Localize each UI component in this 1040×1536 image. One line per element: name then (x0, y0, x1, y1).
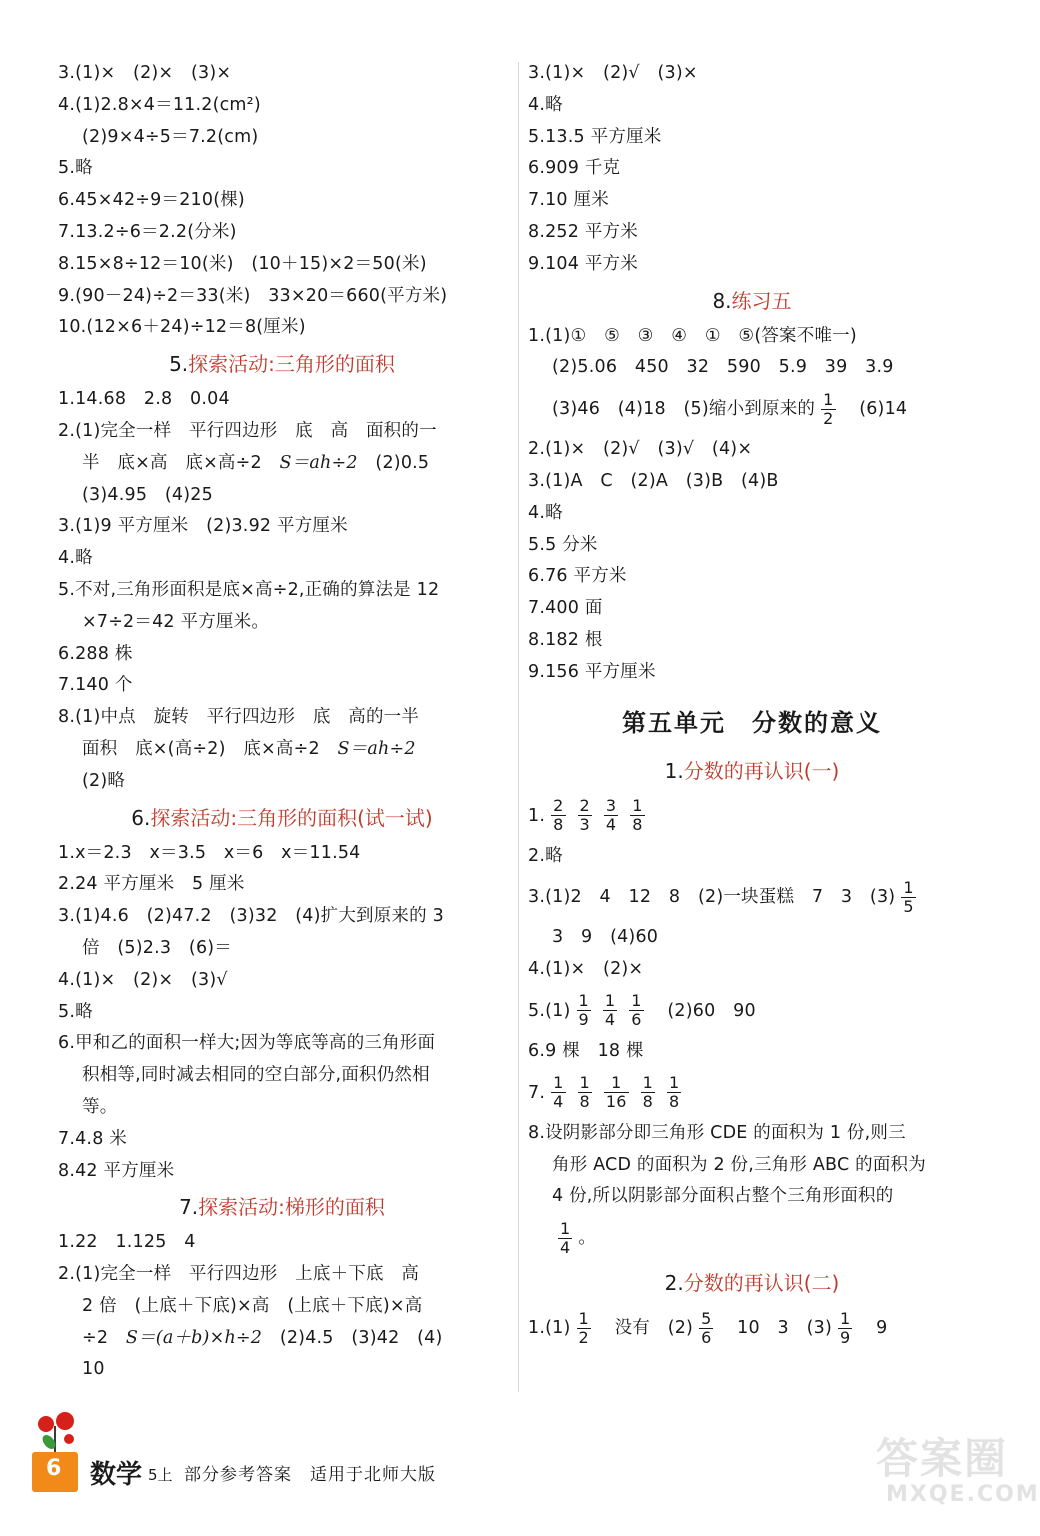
page-number: 6 (46, 1456, 62, 1481)
footer-text: 部分参考答案 适用于北师大版 (184, 1465, 436, 1485)
answer-line: (2)9×4÷5＝7.2(cm) (82, 126, 259, 147)
answer-line: 5.(1) $\frac{1}{9}$ $\frac{1}{4}$ $\frac{1}{6}$ (2)60 90 (528, 991, 756, 1030)
answer-line: 1.x＝2.3 x＝3.5 x＝6 x＝11.54 (58, 842, 361, 863)
fraction: $\frac{1}{4}$ (604, 991, 616, 1030)
unit-title: 第五单元 分数的意义 (622, 708, 882, 737)
answer-line: 4 份,所以阴影部分面积占整个三角形面积的 (552, 1186, 894, 1207)
answer-line: $\frac{1}{4}$ 。 (560, 1218, 597, 1257)
fraction: $\frac{3}{4}$ (605, 796, 617, 835)
answer-line: 6.9 棵 18 棵 (528, 1040, 644, 1061)
answer-line: 9.156 平方厘米 (528, 661, 656, 682)
answer-line: 10 (82, 1359, 105, 1380)
answer-line: 4.略 (528, 94, 563, 115)
answer-line: (3)46 (4)18 (5)缩小到原来的 $\frac{1}{2}$ (6)14 (552, 389, 908, 428)
answer-line: 等。 (82, 1096, 118, 1117)
answer-line: (2)5.06 450 32 590 5.9 39 3.9 (552, 357, 894, 378)
answer-line: 5.13.5 平方厘米 (528, 126, 662, 147)
subject-title: 数学 (90, 1460, 143, 1490)
fraction: $\frac{1}{5}$ (903, 877, 914, 916)
answer-line: 9.104 平方米 (528, 253, 638, 274)
watermark (872, 1412, 1040, 1512)
answer-line: 8.(1)中点 旋转 平行四边形 底 高的一半 (58, 707, 420, 728)
fraction: $\frac{1}{8}$ (642, 1073, 654, 1112)
answer-line: 1.14.68 2.8 0.04 (58, 389, 230, 410)
berry-icon (38, 1416, 54, 1432)
section-title: 7.探索活动:梯形的面积 (179, 1195, 385, 1220)
answer-line: 7. $\frac{1}{4}$ $\frac{1}{8}$ $\frac{1}{16}$ $\frac{1}{8}$ $\frac{1}{8}$ (528, 1073, 680, 1112)
answer-line: 6.甲和乙的面积一样大;因为等底等高的三角形面 (58, 1033, 436, 1054)
answer-line: 7.400 面 (528, 598, 603, 619)
fraction: $\frac{1}{9}$ (839, 1308, 851, 1347)
answer-line: 7.10 厘米 (528, 190, 609, 211)
fraction: $\frac{1}{4}$ (560, 1218, 571, 1257)
fraction: $\frac{1}{9}$ (578, 991, 589, 1030)
berry-icon (64, 1434, 74, 1444)
fraction: $\frac{1}{4}$ (553, 1073, 564, 1112)
answer-line: 3 9 (4)60 (552, 927, 659, 948)
answer-line: 半 底×高 底×高÷2 S＝ah÷2 (2)0.5 (82, 452, 430, 473)
answer-line: 5.不对,三角形面积是底×高÷2,正确的算法是 12 (58, 579, 440, 600)
answer-line: 2.(1)完全一样 平行四边形 底 高 面积的一 (58, 420, 437, 441)
answer-line: 3.(1)× (2)√ (3)× (528, 63, 698, 83)
answer-line: 8.252 平方米 (528, 221, 638, 242)
fraction: $\frac{2}{8}$ (553, 796, 564, 835)
section-title: 6.探索活动:三角形的面积(试一试) (131, 805, 433, 830)
section-title: 5.探索活动:三角形的面积 (169, 352, 395, 377)
answer-line: 7.4.8 米 (58, 1128, 127, 1149)
answer-line: 5.略 (58, 158, 93, 179)
answer-line: ×7÷2＝42 平方厘米。 (82, 611, 270, 632)
answer-line: 4.(1)× (2)× (528, 959, 644, 980)
answer-line: 8.设阴影部分即三角形 CDE 的面积为 1 份,则三 (528, 1122, 906, 1143)
grade-label: 5上 (148, 1466, 173, 1484)
answer-line: 5.略 (58, 1001, 93, 1022)
answer-line: 3.(1)9 平方厘米 (2)3.92 平方厘米 (58, 516, 348, 537)
answer-line: 7.140 个 (58, 675, 133, 696)
watermark-url: MXQE.COM (886, 1482, 1040, 1507)
fraction: $\frac{1}{8}$ (669, 1073, 680, 1112)
answer-line: 2 倍 (上底＋下底)×高 (上底＋下底)×高 (82, 1295, 423, 1316)
section-title: 2.分数的再认识(二) (664, 1271, 840, 1296)
answer-line: 6.45×42÷9＝210(棵) (58, 190, 245, 211)
answer-line: 3.(1)× (2)× (3)× (58, 63, 232, 83)
answer-line: 1.22 1.125 4 (58, 1232, 196, 1253)
left-column (58, 58, 506, 1386)
fraction: $\frac{1}{2}$ (823, 389, 834, 428)
fraction: $\frac{1}{2}$ (578, 1308, 589, 1347)
answer-line: 6.909 千克 (528, 158, 621, 179)
berry-icon (56, 1412, 74, 1430)
answer-line: 角形 ACD 的面积为 2 份,三角形 ABC 的面积为 (552, 1154, 926, 1175)
fraction: $\frac{1}{8}$ (579, 1073, 590, 1112)
answer-line: 7.13.2÷6＝2.2(分米) (58, 221, 237, 242)
fraction: $\frac{1}{6}$ (631, 991, 642, 1030)
answer-line: 3.(1)2 4 12 8 (2)一块蛋糕 7 3 (3) $\frac{1}{5}$ (528, 877, 914, 916)
answer-line: 8.15×8÷12＝10(米) (10＋15)×2＝50(米) (58, 253, 427, 274)
answer-line: 4.(1)2.8×4＝11.2(cm²) (58, 94, 261, 115)
answer-line: 1.(1)① ⑤ ③ ④ ① ⑤(答案不唯一) (528, 325, 857, 346)
answer-line: 3.(1)A C (2)A (3)B (4)B (528, 470, 779, 491)
answer-line: 6.288 株 (58, 643, 133, 664)
section-title: 8.练习五 (712, 288, 792, 313)
fraction: $\frac{1}{8}$ (632, 796, 643, 835)
answer-line: 8.42 平方厘米 (58, 1160, 175, 1181)
answer-line: 1. $\frac{2}{8}$ $\frac{2}{3}$ $\frac{3}{4}$ $\frac{1}{8}$ (528, 796, 643, 835)
answer-line: (3)4.95 (4)25 (82, 484, 213, 505)
answer-line: 9.(90－24)÷2＝33(米) 33×20＝660(平方米) (58, 285, 448, 306)
column-divider (518, 62, 519, 1392)
answer-line: 2.(1)完全一样 平行四边形 上底＋下底 高 (58, 1264, 420, 1285)
answer-line: 1.(1) $\frac{1}{2}$ 没有 (2) $\frac{5}{6}$ 10 3 (3) $\frac{1}{9}$ 9 (528, 1308, 888, 1347)
answer-line: 2.24 平方厘米 5 厘米 (58, 874, 245, 895)
answer-line: 3.(1)4.6 (2)47.2 (3)32 (4)扩大到原来的 3 (58, 906, 444, 927)
answer-line: 6.76 平方米 (528, 566, 627, 587)
answer-line: 倍 (5)2.3 (6)＝ (82, 937, 233, 958)
answer-line: (2)略 (82, 770, 126, 791)
page-footer (32, 1412, 1040, 1512)
answer-line: 10.(12×6＋24)÷12＝8(厘米) (58, 317, 306, 338)
watermark-logo: 答案圈 (876, 1434, 1009, 1483)
answer-line: 2.(1)× (2)√ (3)√ (4)× (528, 439, 753, 460)
answer-line: 面积 底×(高÷2) 底×高÷2 S＝ah÷2 (82, 738, 416, 759)
right-column (528, 58, 976, 1353)
fraction: $\frac{2}{3}$ (579, 796, 590, 835)
answer-line: ÷2 S＝(a＋b)×h÷2 (2)4.5 (3)42 (4) (82, 1327, 443, 1348)
answer-line: 8.182 根 (528, 629, 603, 650)
answer-line: 5.5 分米 (528, 534, 598, 555)
section-title: 1.分数的再认识(一) (664, 758, 840, 783)
answer-line: 4.略 (58, 548, 93, 569)
answer-line: 积相等,同时减去相同的空白部分,面积仍然相 (82, 1065, 430, 1086)
answer-line: 4.(1)× (2)× (3)√ (58, 969, 228, 990)
fraction: $\frac{1}{16}$ (605, 1073, 627, 1112)
fraction: $\frac{5}{6}$ (701, 1308, 712, 1347)
answer-line: 2.略 (528, 845, 563, 866)
answer-line: 4.略 (528, 502, 563, 523)
